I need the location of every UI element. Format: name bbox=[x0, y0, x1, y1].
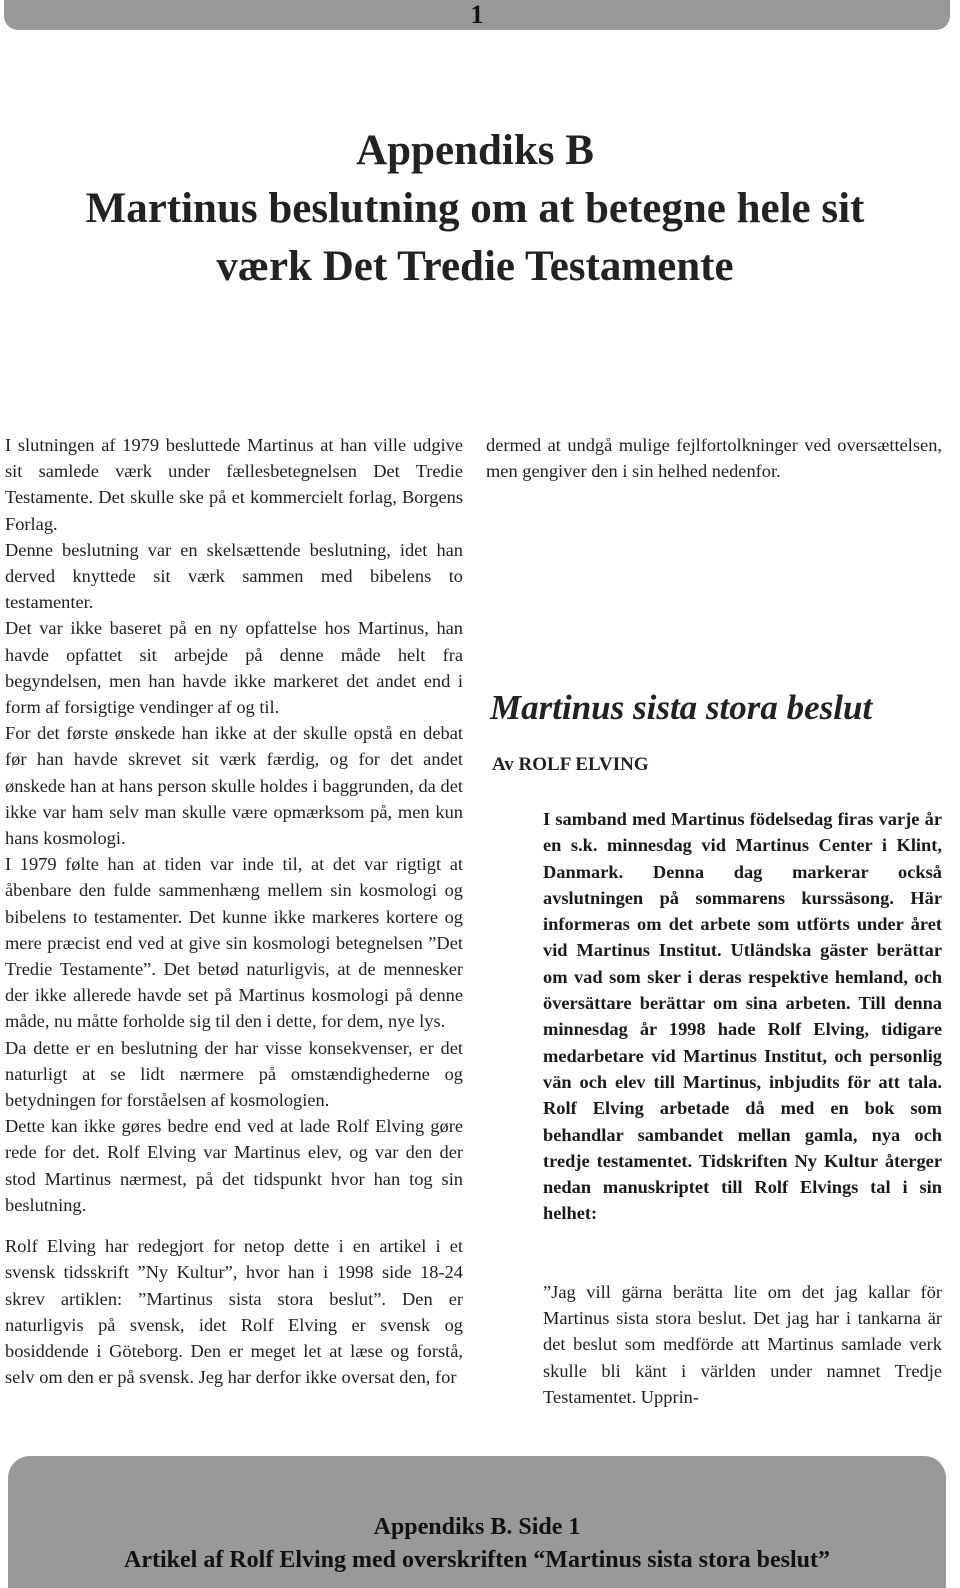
page-number-bar bbox=[4, 0, 950, 30]
article-title: Martinus sista stora beslut bbox=[490, 688, 873, 727]
title-line-2: Martinus beslutning om at betegne hele sit bbox=[85, 185, 865, 232]
footer-line-2: Artikel af Rolf Elving med overskriften “Martinus sista stora beslut” bbox=[124, 1547, 830, 1573]
paragraph: Dette kan ikke gøres bedre end ved at lade Rolf Elving gøre rede for det. Rolf Elving var Martinus elev, og var den der stod Martinus nærmest, på det tidspunkt hvor han tog sin beslutning. bbox=[5, 1116, 463, 1215]
title-line-1: Appendiks B bbox=[356, 127, 594, 174]
right-column-continuation bbox=[486, 432, 942, 484]
paragraph-text: Rolf Elving har redegjort for netop dette i en artikel i et svensk tidsskrift ”Ny Kultur”, hvor han i 1998 side 18-24 skrev artiklen: ”Martinus sista stora beslut”. Den er naturligvis på svensk, idet Rolf Elving er svensk og bosiddende i Göteborg. Den er meget let at læse og forstå, selv om den er på svensk. Jeg har derfor ikke oversat den, for bbox=[5, 1236, 463, 1388]
paragraph: Denne beslutning var en skelsættende beslutning, idet han derved knyttede sit værk sammen med bibelens to testamenter. bbox=[5, 539, 463, 613]
quote-text: ”Jag vill gärna berätta lite om det jag kallar för Martinus sista stora beslut. Det jag har i tankarna är det beslut som medförde att Martinus samlade verk skulle bli känt i världen under namnet Tredje Testamentet. Upprin- bbox=[543, 1282, 942, 1407]
paragraph: I 1979 følte han at tiden var inde til, at det var rigtigt at åbenbare den fulde sammenhæng mellem sin kosmologi og bibelens to testamenter. Det kunne ikke markeres kortere og mere præcist end ved at give sin kosmologi betegnelsen ”Det Tredie Testamente”. Det betød naturligvis, at de mennesker der ikke allerede havde set på Martinus kosmologi på denne måde, nu måtte forholde sig til den i dette, for dem, nye lys. bbox=[5, 854, 463, 1032]
page-number: 1 bbox=[470, 0, 484, 29]
article-quote bbox=[543, 1279, 942, 1410]
intro-text: I samband med Martinus födelsedag firas varje år en s.k. minnesdag vid Martinus Center i Klint, Danmark. Denna dag markerar också avslutningen på sommarens kurssäsong. Här informeras om det arbete som utförts under året vid Martinus Institut. Utländska gäster berättar om vad som sker i deras respektive hemland, och översättare berättar om sina arbeten. Till denna minnesdag år 1998 hade Rolf Elving, tidigare medarbetare vid Martinus Institut, och personlig vän och elev till Martinus, inbjudits för att tala. Rolf Elving arbetade då med en bok som behandlar sambandet mellan gamla, nya och tredje testamentet. Tidskriften Ny Kultur återger nedan manuskriptet till Rolf Elvings tal i sin helhet: bbox=[543, 809, 942, 1224]
paragraph: Det var ikke baseret på en ny opfattelse hos Martinus, han havde opfattet sit arbejde på denne måde helt fra begyndelsen, men han havde ikke markeret det andet end i form af forsigtige vendinger af og til. bbox=[5, 618, 463, 718]
paragraph: For det første ønskede han ikke at der skulle opstå en debat før han havde skrevet sit værk færdig, og for det andet ønskede han at hans person skulle holdes i baggrunden, da det ikke var ham selv man skulle være opmærksom på, men kun hans kosmologi. bbox=[5, 723, 463, 849]
footer-line-1: Appendiks B. Side 1 bbox=[373, 1514, 581, 1540]
article-intro bbox=[543, 806, 942, 1227]
paragraph-continuation: dermed at undgå mulige fejlfortolkninger ved oversættelsen, men gengiver den i sin helhed nedenfor. bbox=[486, 435, 942, 482]
paragraph bbox=[5, 1233, 463, 1390]
paragraph: I slutningen af 1979 besluttede Martinus at han ville udgive sit samlede værk under fællesbetegnelsen Det Tredie Testamente. Det skulle ske på et kommercielt forlag, Borgens Forlag. bbox=[5, 435, 463, 534]
paragraph: Da dette er en beslutning der har visse konsekvenser, er det naturligt at se lidt nærmere på omstændighederne og betydningen for forståelsen af kosmologien. bbox=[5, 1037, 463, 1111]
title-line-3: værk Det Tredie Testamente bbox=[216, 243, 734, 290]
article-byline: Av ROLF ELVING bbox=[492, 754, 649, 775]
left-column bbox=[5, 432, 463, 1390]
page-title bbox=[0, 122, 950, 296]
